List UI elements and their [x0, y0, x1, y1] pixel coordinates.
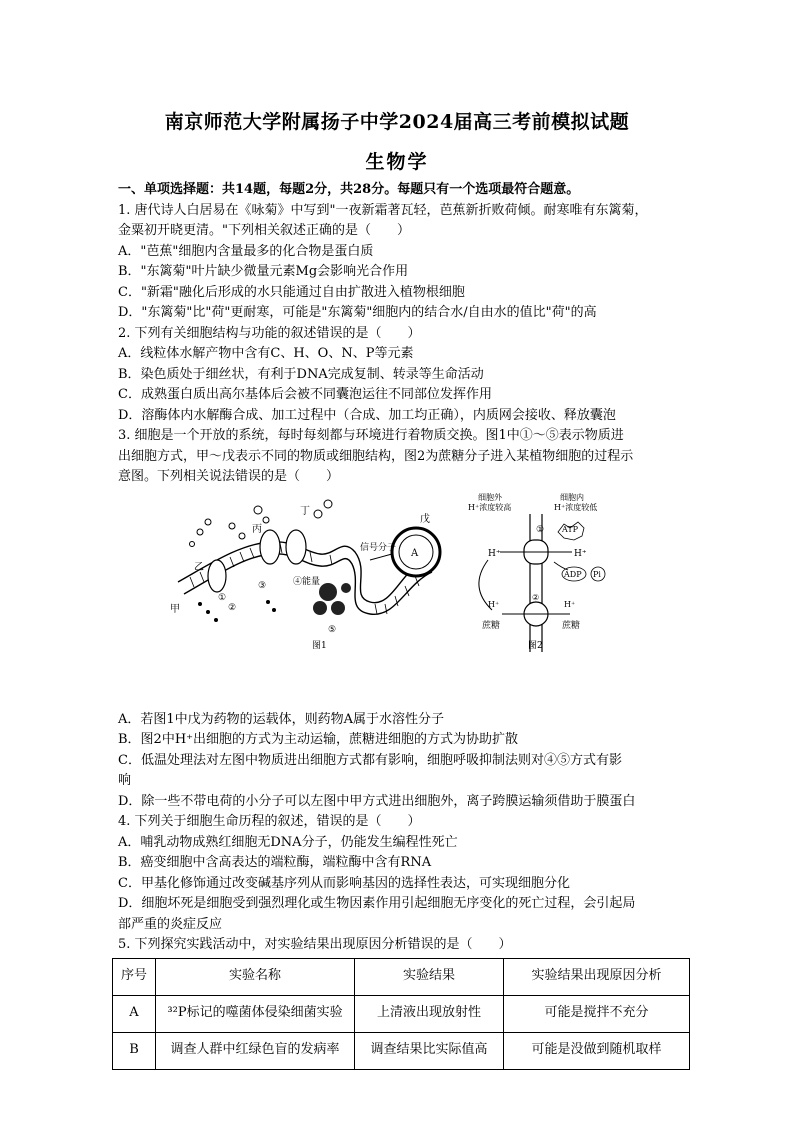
carrier-protein — [260, 530, 280, 564]
label-sucrose-in: 蔗糖 — [562, 620, 581, 631]
vesicle-particle — [331, 601, 345, 615]
q3-stem-end: 意图。下列相关说法错误的是（ ） — [118, 469, 340, 484]
signal-arrow — [370, 554, 392, 560]
q4-option-d-cont: 部严重的炎症反应 — [118, 916, 223, 932]
label-n5: ⑤ — [328, 624, 337, 635]
label-n1: ① — [218, 592, 227, 603]
label-bing: 丙 — [252, 523, 262, 535]
label-n2: ② — [228, 602, 237, 613]
q3-option-a: A．若图1中戊为药物的运载体，则药物A属于水溶性分子 — [118, 711, 445, 727]
table-cell: ³²P标记的噬菌体侵染细菌实验 — [156, 995, 355, 1032]
label-outside-h: H⁺浓度较高 — [468, 502, 512, 512]
table-cell: 调查人群中红绿色盲的发病率 — [156, 1032, 355, 1069]
label-yi: 乙 — [194, 561, 204, 573]
exam-body — [118, 180, 684, 1070]
label-wu: 戊 — [420, 513, 430, 525]
protein-channel — [208, 560, 226, 592]
table-header-cell: 实验名称 — [156, 958, 355, 995]
label-h-co-in: H⁺ — [564, 599, 576, 609]
atp-arrow — [554, 562, 568, 570]
vesicle-particle — [341, 583, 351, 593]
label-h-out: H⁺ — [488, 548, 501, 559]
table-cell: 可能是没做到随机取样 — [504, 1032, 690, 1069]
q3-stem: 3. 细胞是一个开放的系统，每时每刻都与环境进行着物质交换。图1中①～⑤表示物质进 — [118, 428, 624, 443]
figure-2-caption: 图2 — [528, 640, 543, 651]
q3-option-c-cont: 响 — [118, 773, 132, 788]
q1-stem: 1. 唐代诗人白居易在《咏菊》中写到"一夜新霜著瓦轻，芭蕉新折败荷倾。耐寒唯有东篱菊， — [118, 202, 648, 218]
table-header-cell: 实验结果出现原因分析 — [504, 958, 690, 995]
q3-option-b: B．图2中H⁺出细胞的方式为主动运输，蔗糖进细胞的方式为协助扩散 — [118, 732, 519, 747]
label-outside: 细胞外 — [478, 492, 502, 502]
label-inside: 细胞内 — [560, 492, 584, 502]
label-atp: ATP — [562, 524, 579, 534]
q2-option-b: B．染色质处于细丝状，有利于DNA完成复制、转录等生命活动 — [118, 366, 484, 382]
q4-option-d: D．细胞坏死是细胞受到强烈理化或生物因素作用引起细胞无序变化的死亡过程，会引起局 — [118, 896, 636, 911]
table-header-cell: 序号 — [113, 958, 156, 995]
label-h-co: H⁺ — [488, 599, 500, 609]
q3-option-c: C．低温处理法对左图中物质进出细胞方式都有影响，细胞呼吸抑制法则对④⑤方式有影 — [118, 752, 622, 768]
q3-stem-cont: 出细胞方式，甲～戊表示不同的物质或细胞结构，图2为蔗糖分子进入某植物细胞的过程示 — [118, 448, 634, 464]
label-jia: 甲 — [170, 603, 180, 615]
table-row — [113, 1032, 690, 1069]
label-energy: ④能量 — [293, 576, 321, 587]
table-cell: B — [113, 1032, 156, 1069]
table-cell: 调查结果比实际值高 — [355, 1032, 504, 1069]
q4-option-c: C．甲基化修饰通过改变碱基序列从而影响基因的选择性表达，可实现细胞分化 — [118, 875, 570, 891]
q1-option-a: A．"芭蕉"细胞内含量最多的化合物是蛋白质 — [118, 243, 374, 259]
label-h-in: H⁺ — [574, 548, 587, 559]
q1-option-b: B．"东篱菊"叶片缺少微量元素Mg会影响光合作用 — [118, 264, 409, 279]
label-ding: 丁 — [300, 505, 310, 517]
q3-option-d: D．除一些不带电荷的小分子可以左图中甲方式进出细胞外，离子跨膜运输须借助于膜蛋白 — [118, 793, 636, 809]
q2-option-a: A．线粒体水解产物中含有C、H、O、N、P等元素 — [118, 346, 414, 361]
table-cell: A — [113, 995, 156, 1032]
q4-option-b: B．癌变细胞中含高表达的端粒酶，端粒酶中含有RNA — [118, 855, 432, 870]
q3-figures — [118, 492, 684, 710]
table-cell: 上清液出现放射性 — [355, 995, 504, 1032]
q5-table — [112, 958, 690, 1070]
label-n3: ③ — [258, 580, 267, 591]
figure-2 — [458, 492, 628, 652]
q1-stem-cont: 金粟初开晓更清。"下列相关叙述正确的是（ ） — [118, 223, 410, 238]
label-pump-n1: ① — [536, 524, 545, 535]
q5-stem: 5. 下列探究实践活动中，对实验结果出现原因分析错误的是（ ） — [118, 937, 512, 952]
q1-option-d: D．"东篱菊"比"荷"更耐寒，可能是"东篱菊"细胞内的结合水/自由水的值比"荷"的高 — [118, 305, 597, 320]
table-cell: 可能是搅拌不充分 — [504, 995, 690, 1032]
q4-option-a: A．哺乳动物成熟红细胞无DNA分子，仍能发生编程性死亡 — [118, 834, 458, 850]
q2-option-c: C．成熟蛋白质出高尔基体后会被不同囊泡运往不同部位发挥作用 — [118, 387, 492, 402]
table-header-cell: 实验结果 — [355, 958, 504, 995]
vesicle-particle — [313, 601, 327, 615]
label-pi: Pi — [593, 569, 601, 579]
figure-1-caption: 图1 — [312, 640, 327, 650]
table-row — [113, 995, 690, 1032]
q2-option-d: D．溶酶体内水解酶合成、加工过程中（合成、加工均正确），内质网会接收、释放囊泡 — [118, 407, 616, 423]
label-drug-a: A — [411, 547, 419, 559]
table-header-row — [113, 958, 690, 995]
q4-stem: 4. 下列关于细胞生命历程的叙述，错误的是（ ） — [118, 814, 421, 829]
label-co-n2: ② — [532, 592, 540, 602]
vesicle-particle — [319, 583, 337, 601]
q2-stem: 2. 下列有关细胞结构与功能的叙述错误的是（ ） — [118, 325, 421, 341]
label-inside-h: H⁺浓度较低 — [554, 502, 598, 512]
subject-title: 生物学 — [365, 151, 429, 173]
q1-option-c: C．"新霜"融化后形成的水只能通过自由扩散进入植物根细胞 — [118, 284, 465, 300]
section-heading: 一、单项选择题：共14题，每题2分，共28分。每题只有一个选项最符合题意。 — [118, 182, 580, 197]
solute-dots — [198, 600, 276, 622]
pump-protein — [286, 530, 306, 564]
exam-title: 南京师范大学附属扬子中学2024届高三考前模拟试题 — [164, 111, 630, 133]
figure-1 — [170, 492, 460, 650]
label-adp: ADP — [564, 569, 582, 579]
label-signal-molecule: 信号分子 — [360, 542, 397, 553]
label-sucrose-out: 蔗糖 — [482, 620, 501, 631]
